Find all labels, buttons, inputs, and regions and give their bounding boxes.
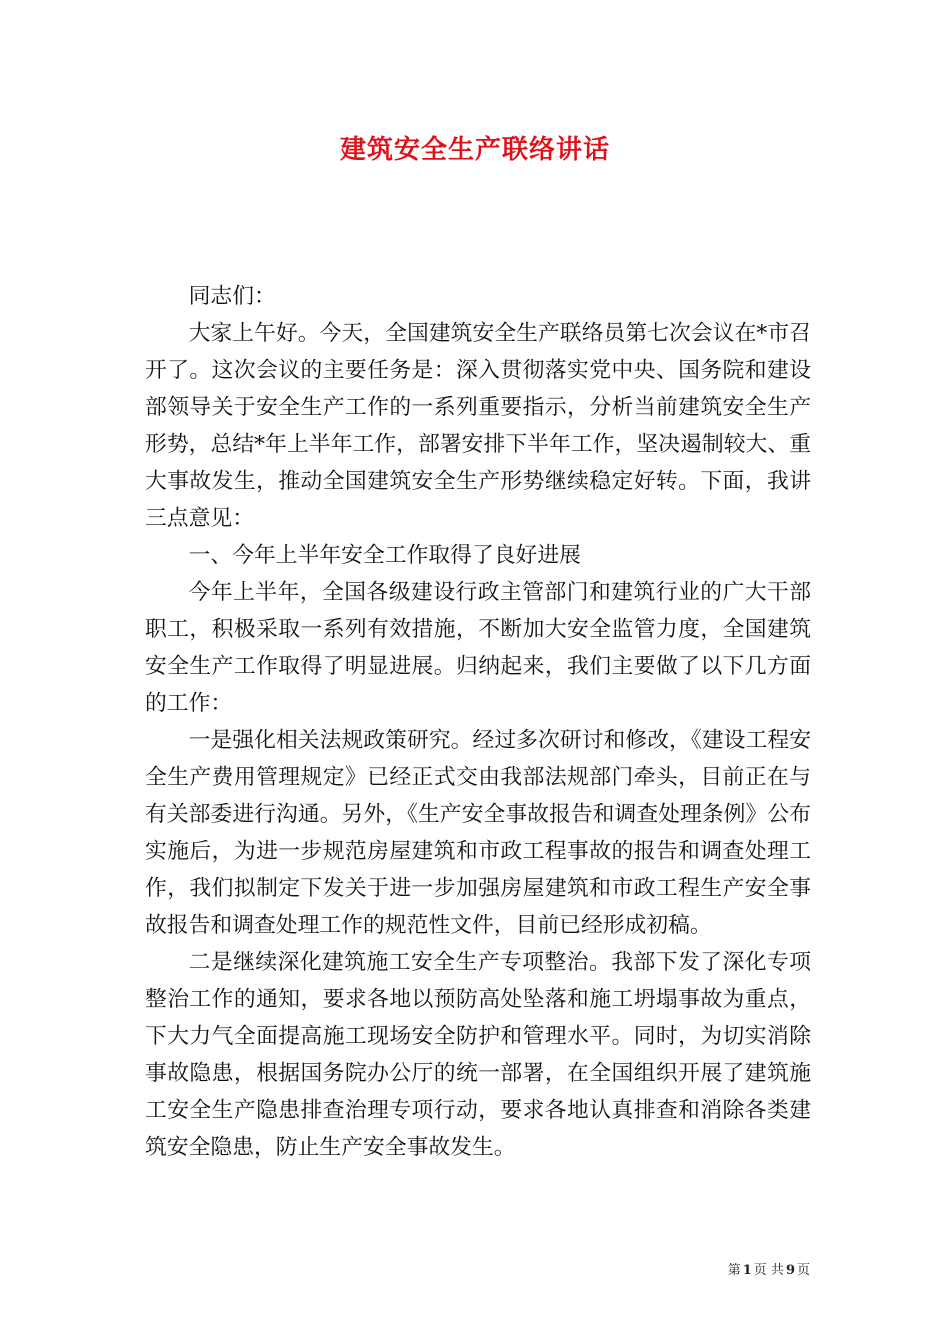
footer-middle: 页 共 [753, 1263, 784, 1278]
footer-prefix: 第 [727, 1263, 741, 1278]
section-heading-1: 一、今年上半年安全工作取得了良好进展 [188, 543, 581, 568]
current-page-number: 1 [742, 1263, 752, 1278]
footer-suffix: 页 [796, 1263, 810, 1278]
paragraph-progress-summary: 今年上半年，全国各级建设行政主管部门和建筑行业的广大干部职工，积极采取一系列有效措施，不断加大安全监管力度，全国建筑安全生产工作取得了明显进展。归纳起来，我们主要做了以下几方面的工作： [145, 580, 811, 716]
salutation: 同志们： [188, 284, 276, 309]
paragraph-opening: 大家上午好。今天，全国建筑安全生产联络员第七次会议在*市召开了。这次会议的主要任务是：深入贯彻落实党中央、国务院和建设部领导关于安全生产工作的一系列重要指示，分析当前建筑安全生产形势，总结*年上半年工作，部署安排下半年工作，坚决遏制较大、重大事故发生，推动全国建筑安全生产形势继续稳定好转。下面，我讲三点意见： [145, 321, 811, 531]
document-body [145, 278, 811, 1166]
total-page-count: 9 [785, 1263, 795, 1278]
paragraph-point-one: 一是强化相关法规政策研究。经过多次研讨和修改，《建设工程安全生产费用管理规定》已经正式交由我部法规部门牵头，目前正在与有关部委进行沟通。另外，《生产安全事故报告和调查处理条例》公布实施后，为进一步规范房屋建筑和市政工程事故的报告和调查处理工作，我们拟制定下发关于进一步加强房屋建筑和市政工程生产安全事故报告和调查处理工作的规范性文件，目前已经形成初稿。 [145, 728, 811, 938]
document-title: 建筑安全生产联络讲话 [339, 135, 610, 165]
paragraph-point-two: 二是继续深化建筑施工安全生产专项整治。我部下发了深化专项整治工作的通知，要求各地以预防高处坠落和施工坍塌事故为重点，下大力气全面提高施工现场安全防护和管理水平。同时，为切实消除事故隐患，根据国务院办公厅的统一部署，在全国组织开展了建筑施工安全生产隐患排查治理专项行动，要求各地认真排查和消除各类建筑安全隐患，防止生产安全事故发生。 [145, 950, 811, 1160]
page-footer [0, 1262, 810, 1280]
